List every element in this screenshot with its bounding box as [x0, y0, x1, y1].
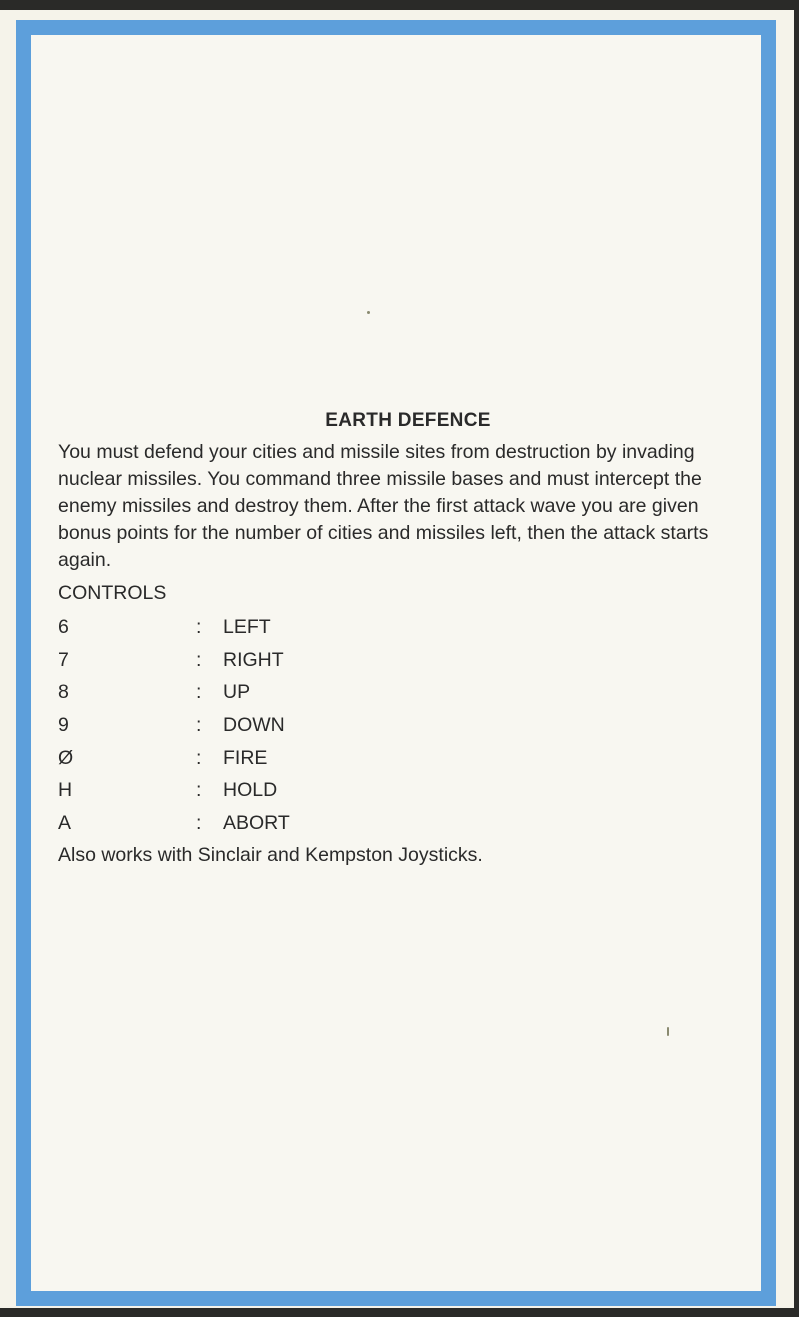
blue-border-frame: [16, 20, 776, 1306]
control-row: [58, 774, 738, 807]
control-key: Ø: [58, 746, 74, 769]
inlay-card: [0, 10, 794, 1308]
game-title: EARTH DEFENCE: [325, 410, 491, 431]
control-row: [58, 709, 738, 742]
control-key: A: [58, 812, 72, 835]
controls-heading: CONTROLS: [58, 582, 167, 604]
control-action: HOLD: [223, 779, 278, 802]
control-separator: :: [196, 681, 202, 704]
instructions-paragraph: You must defend your cities and missile sites from destruction by invading nuclear missiles. You command three missile bases and must intercept the enemy missiles and destroy them. After the first attack wave you are given bonus points for the number of cities and missiles left, then the attack starts again.: [58, 441, 709, 571]
control-action: RIGHT: [223, 648, 284, 671]
control-separator: :: [196, 648, 202, 671]
control-separator: :: [196, 616, 202, 638]
control-action: DOWN: [223, 714, 285, 737]
control-key: 9: [58, 714, 69, 737]
control-row: [58, 742, 738, 775]
control-key: 6: [58, 616, 69, 638]
control-row: [58, 807, 738, 840]
control-row: [58, 644, 738, 677]
control-action: LEFT: [223, 616, 271, 638]
joystick-note: Also works with Sinclair and Kempston Joysticks.: [58, 843, 483, 866]
paper-speck: [367, 311, 370, 314]
control-action: ABORT: [223, 812, 290, 835]
control-separator: :: [196, 812, 202, 835]
control-separator: :: [196, 746, 202, 769]
control-row: [58, 611, 738, 644]
controls-list: [58, 611, 738, 840]
control-action: FIRE: [223, 746, 268, 769]
control-separator: :: [196, 714, 202, 737]
control-key: H: [58, 779, 73, 802]
control-row: [58, 676, 738, 709]
control-action: UP: [223, 681, 251, 704]
paper-speck: [667, 1027, 669, 1036]
control-key: 8: [58, 681, 69, 704]
instructions-content: [58, 410, 738, 869]
control-key: 7: [58, 648, 69, 671]
control-separator: :: [196, 779, 202, 802]
